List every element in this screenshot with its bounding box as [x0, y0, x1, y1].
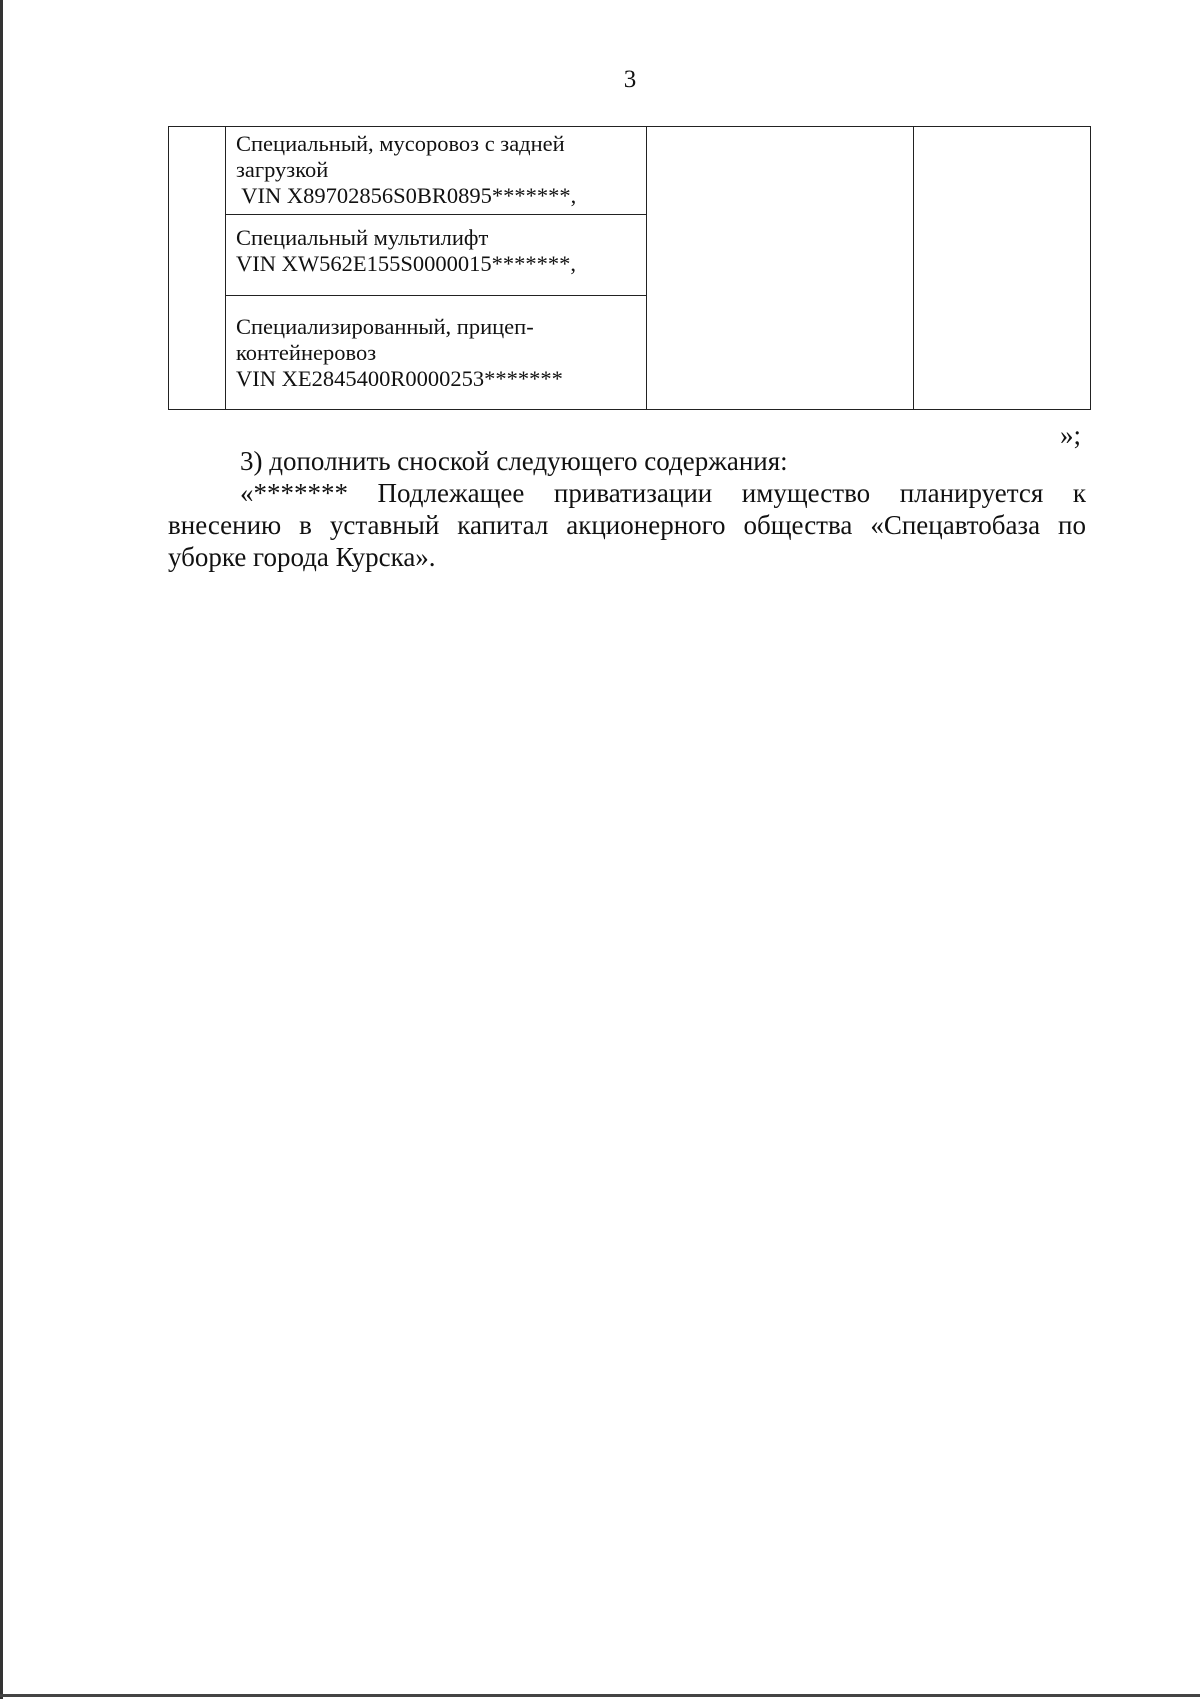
description-line: контейнеровоз — [236, 340, 377, 365]
scan-edge-left — [0, 0, 3, 1699]
description-line: Специализированный, прицеп- — [236, 314, 534, 339]
vehicles-table — [168, 126, 1091, 410]
table-row — [169, 127, 1091, 215]
scan-edge-bottom — [0, 1694, 1200, 1697]
page-number: 3 — [623, 66, 637, 93]
amendment-item-3: 3) дополнить сноской следующего содержания: — [240, 446, 788, 476]
description-cell — [226, 215, 647, 296]
description-line: загрузкой — [236, 157, 329, 182]
number-column-cell — [169, 127, 226, 410]
description-cell — [226, 296, 647, 410]
footnote-text: «******* Подлежащее приватизации имущество планируется к внесению в уставный капитал акционерного общества «Спецавтобаза по уборке города Курска». — [168, 478, 1086, 572]
vin-line: VIN X89702856S0BR0895*******, — [236, 183, 577, 208]
vin-line: VIN XE2845400R0000253******* — [236, 366, 563, 391]
closing-quote: »; — [1060, 420, 1082, 450]
empty-cell — [914, 127, 1091, 410]
empty-cell — [647, 127, 914, 410]
document-body — [168, 445, 1086, 573]
description-line: Специальный мультилифт — [236, 225, 489, 250]
description-line: Специальный, мусоровоз с задней — [236, 131, 565, 156]
vin-line: VIN XW562E155S0000015*******, — [236, 251, 576, 276]
description-cell — [226, 127, 647, 215]
